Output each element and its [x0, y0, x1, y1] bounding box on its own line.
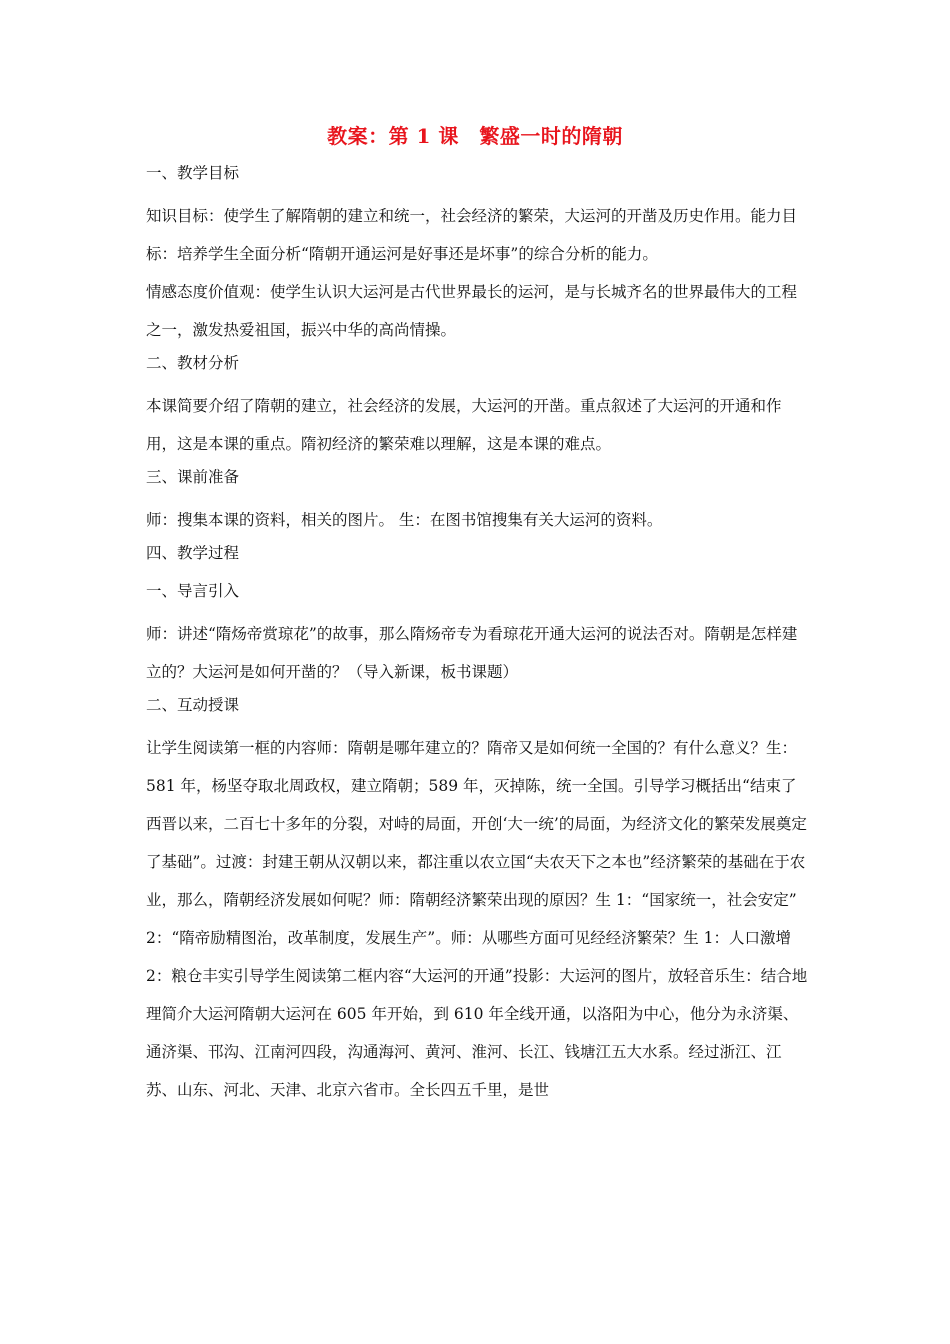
paragraph: 师：讲述“隋炀帝赏琼花”的故事，那么隋炀帝专为看琼花开通大运河的说法否对。隋朝是怎样建立的？大运河是如何开凿的？（导入新课，板书课题）	[146, 625, 798, 681]
section-heading: 三、课前准备	[146, 468, 240, 486]
section-heading: 四、教学过程	[146, 544, 240, 562]
section-heading: 二、教材分析	[146, 354, 240, 372]
document-title: 教案：第 1 课 繁盛一时的隋朝	[327, 124, 623, 148]
paragraph: 情感态度价值观：使学生认识大运河是古代世界最长的运河，是与长城齐名的世界最伟大的工程之一，激发热爱祖国，振兴中华的高尚情操。	[146, 283, 798, 339]
subsection-heading: 二、互动授课	[146, 696, 240, 714]
subsection-heading: 一、导言引入	[146, 582, 240, 600]
section-heading: 一、教学目标	[146, 164, 240, 182]
paragraph: 让学生阅读第一框的内容师：隋朝是哪年建立的？隋帝又是如何统一全国的？有什么意义？生：581 年，杨坚夺取北周政权，建立隋朝；589 年，灭掉陈，统一全国。引导学习概括出“结束了西晋以来，二百七十多年的分裂，对峙的局面，开创‘大一统’的局面，为经济文化的繁荣发展奠定了基础”。过渡：封建王朝从汉朝以来，都注重以农立国“夫农天下之本也”经济繁荣的基础在于农业，那么，隋朝经济发展如何呢？师：隋朝经济繁荣出现的原因？生 1：“国家统一，社会安定” 2：“隋帝励精图治，改革制度，发展生产”。师：从哪些方面可见经经济繁荣？生 1：人口激增 2：粮仓丰实引导学生阅读第二框内容“大运河的开通”投影：大运河的图片，放轻音乐生：结合地理简介大运河隋朝大运河在 605 年开始，到 610 年全线开通，以洛阳为中心，他分为永济渠、通济渠、邗沟、江南河四段，沟通海河、黄河、淮河、长江、钱塘江五大水系。经过浙江、江苏、山东、河北、天津、北京六省市。全长四五千里，是世	[146, 739, 812, 1099]
paragraph: 师：搜集本课的资料，相关的图片。 生：在图书馆搜集有关大运河的资料。	[146, 511, 663, 529]
paragraph: 知识目标：使学生了解隋朝的建立和统一，社会经济的繁荣，大运河的开凿及历史作用。能力目标：培养学生全面分析“隋朝开通运河是好事还是坏事”的综合分析的能力。	[146, 207, 798, 263]
paragraph: 本课简要介绍了隋朝的建立，社会经济的发展，大运河的开凿。重点叙述了大运河的开通和作用，这是本课的重点。隋初经济的繁荣难以理解，这是本课的难点。	[146, 397, 782, 453]
document-body	[146, 159, 811, 1109]
